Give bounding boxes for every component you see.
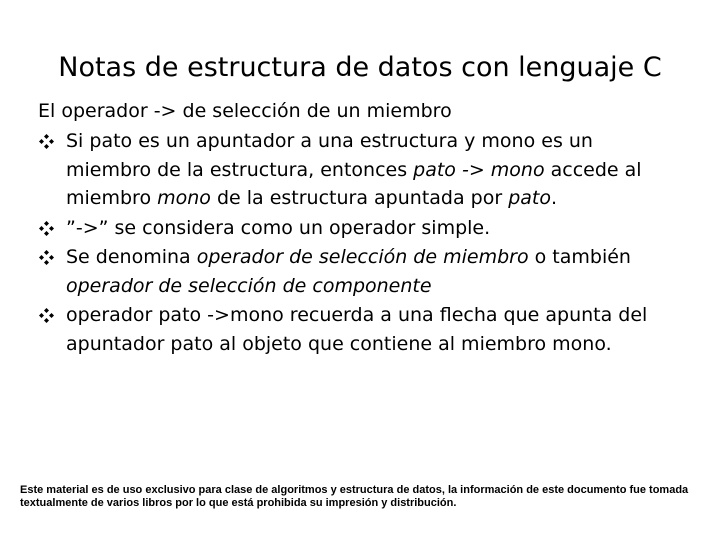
diamond-bullet-icon [38,214,58,242]
bullet-item [38,127,678,213]
slide-subtitle: El operador -> de selección de un miembro [38,100,452,122]
slide-content [38,96,678,359]
bullet-item [38,301,678,358]
bullet-text-italic: pato [508,187,551,209]
bullet-text: Se denomina [66,246,197,268]
bullet-text-italic: pato -> mono [413,158,545,181]
bullet-text: ”->” se considera como un operador simple. [66,216,491,239]
bullet-text-italic: operador de selección de miembro [196,246,529,268]
bullet-text-italic: operador de selección de componente [66,274,432,297]
bullet-item [38,243,678,300]
bullet-text: operador pato ->mono recuerda a una flecha que apunta del apuntador pato al objeto que contiene al miembro mono. [66,304,648,355]
bullet-item [38,214,678,243]
bullet-text: accede al miembro [66,158,642,209]
diamond-bullet-icon [38,127,58,155]
bullet-text: Si pato es un apuntador a una estructura y mono es un miembro de la estructura, entonces [66,130,593,181]
diamond-bullet-icon [38,301,58,329]
bullet-text: o también [528,246,631,268]
bullet-text: de la estructura apuntada por [210,187,509,209]
slide-title: Notas de estructura de datos con lenguaje C [58,52,662,83]
footer-disclaimer: Este material es de uso exclusivo para clase de algoritmos y estructura de datos, la información de este documento fue tomada textualmente de varios libros por lo que está prohibida su impresión y distribución. [20,484,689,509]
bullet-text: . [550,187,558,209]
bullet-list [38,127,678,358]
diamond-bullet-icon [38,243,58,271]
bullet-text-italic: mono [157,187,211,209]
